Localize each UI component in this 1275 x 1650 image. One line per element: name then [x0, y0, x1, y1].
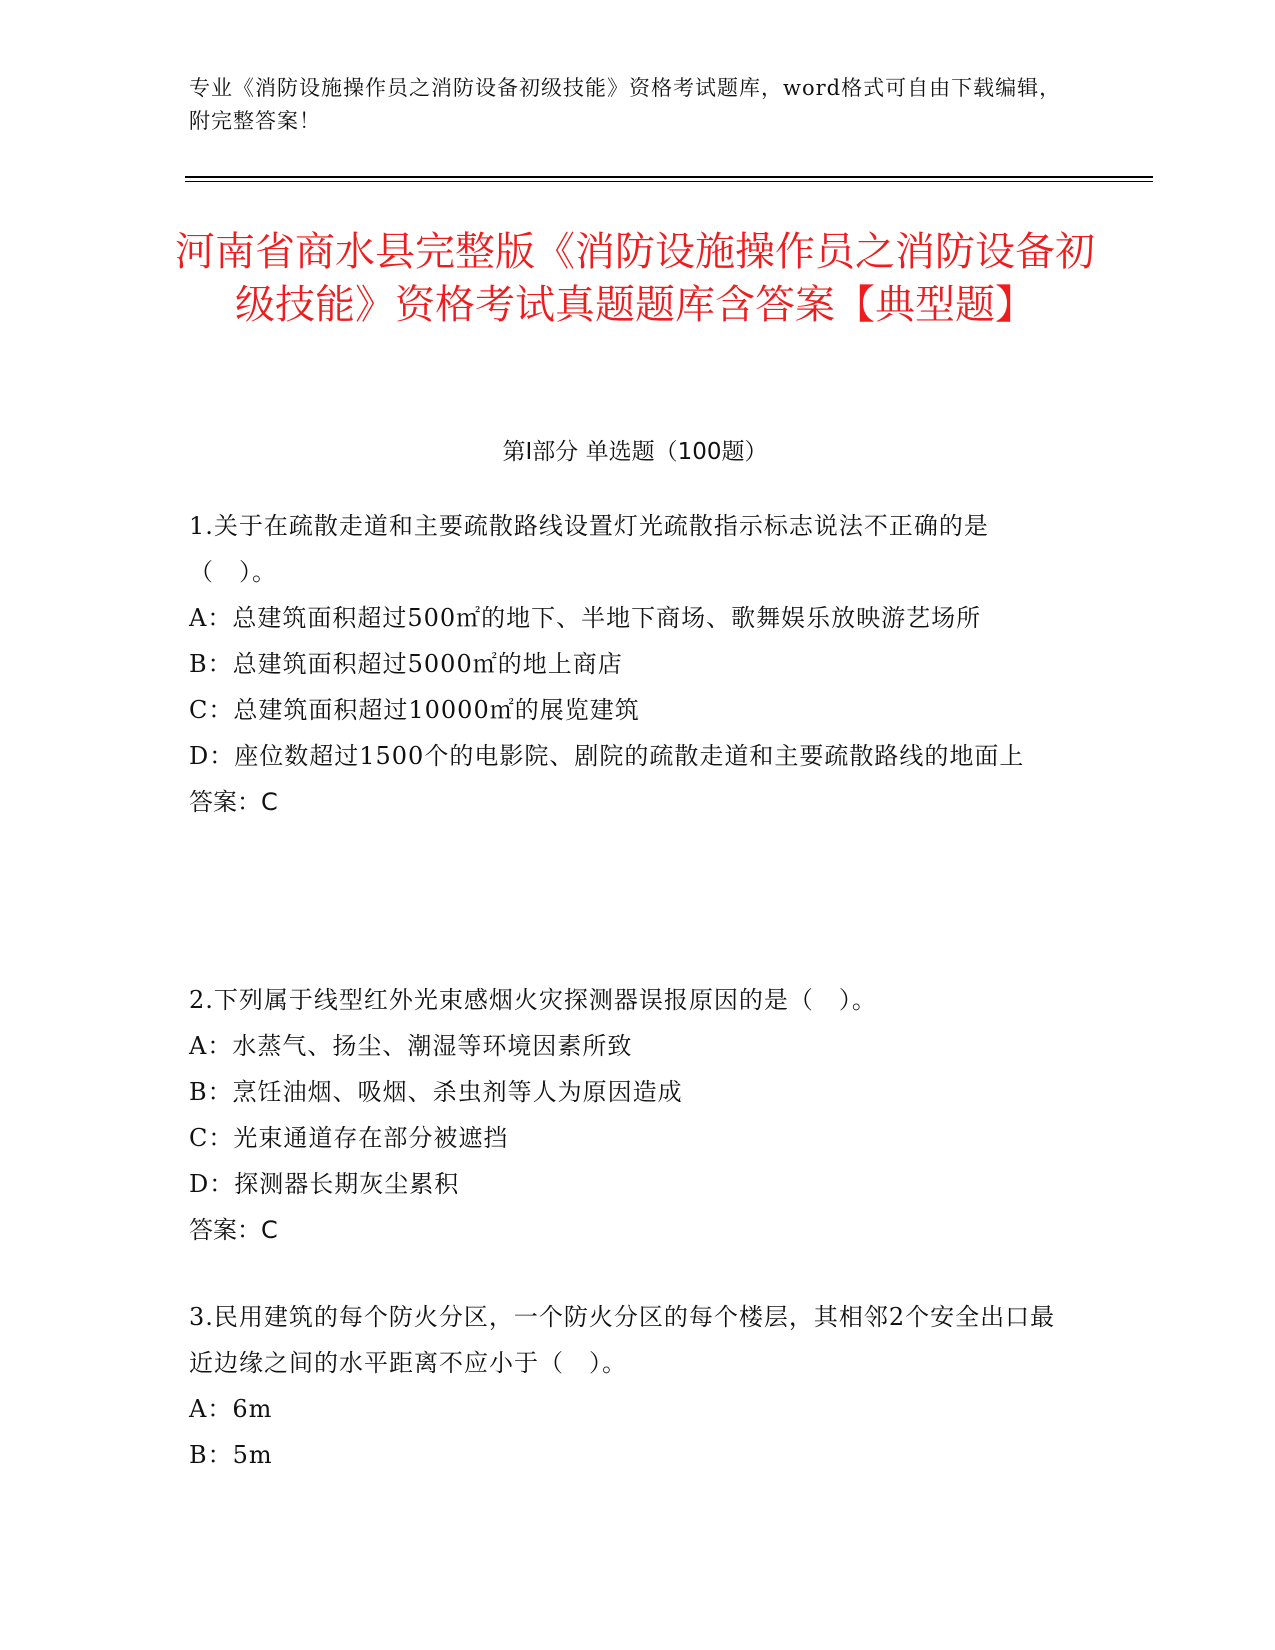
option-b: B：5m: [189, 1441, 273, 1469]
option-c: C：总建筑面积超过10000㎡的展览建筑: [189, 696, 640, 724]
document-title: 河南省商水县完整版《消防设施操作员之消防设备初级技能》资格考试真题题库含答案【典型题】: [175, 229, 1095, 328]
answer: 答案：C: [189, 788, 278, 816]
header-rule-thin: [185, 181, 1153, 182]
question-stem: 2.下列属于线型红外光束感烟火灾探测器误报原因的是（ ）。: [189, 986, 877, 1014]
section-title: 第Ⅰ部分 单选题（100题）: [502, 439, 768, 465]
question-stem: 3.民用建筑的每个防火分区，一个防火分区的每个楼层，其相邻2个安全出口最近边缘之间的水平距离不应小于（ ）。: [189, 1303, 1056, 1377]
option-d: D：座位数超过1500个的电影院、剧院的疏散走道和主要疏散路线的地面上: [189, 742, 1025, 770]
question-1: [189, 503, 1069, 825]
answer: 答案：C: [189, 1216, 278, 1244]
question-3: [189, 1294, 1069, 1478]
question-stem: 1.关于在疏散走道和主要疏散路线设置灯光疏散指示标志说法不正确的是（ ）。: [189, 512, 989, 586]
option-d: D：探测器长期灰尘累积: [189, 1170, 460, 1198]
option-c: C：光束通道存在部分被遮挡: [189, 1124, 509, 1152]
option-a: A：总建筑面积超过500㎡的地下、半地下商场、歌舞娱乐放映游艺场所: [189, 604, 982, 632]
question-2: [189, 977, 1069, 1253]
option-a: A：6m: [189, 1395, 273, 1423]
option-b: B：总建筑面积超过5000㎡的地上商店: [189, 650, 623, 678]
header-rule-thick: [185, 176, 1153, 178]
option-b: B：烹饪油烟、吸烟、杀虫剂等人为原因造成: [189, 1078, 683, 1106]
option-a: A：水蒸气、扬尘、潮湿等环境因素所致: [189, 1032, 633, 1060]
header-note: 专业《消防设施操作员之消防设备初级技能》资格考试题库，word格式可自由下载编辑，附完整答案！: [189, 76, 1062, 133]
